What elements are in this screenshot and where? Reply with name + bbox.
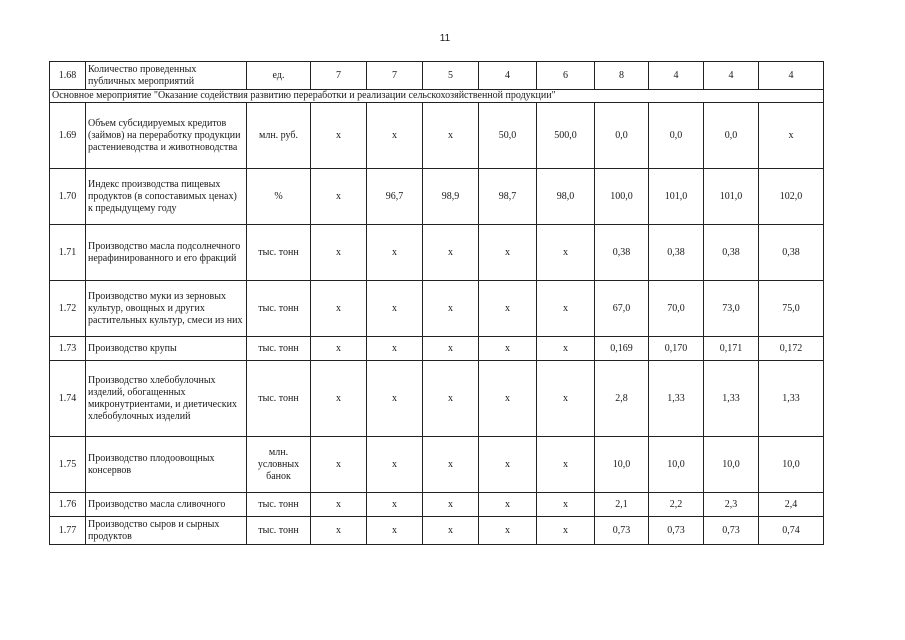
value-cell: 4	[704, 62, 759, 90]
value-cell: 0,73	[649, 517, 704, 545]
value-cell: x	[423, 437, 479, 493]
indicator-name: Производство муки из зерновых культур, овощных и других растительных культур, смеси из них	[86, 281, 247, 337]
row-number: 1.73	[50, 337, 86, 361]
value-cell: 50,0	[479, 103, 537, 169]
table-row	[50, 493, 824, 517]
value-cell: x	[367, 493, 423, 517]
value-cell: x	[537, 437, 595, 493]
value-cell: x	[367, 337, 423, 361]
value-cell: x	[311, 361, 367, 437]
indicator-name: Производство крупы	[86, 337, 247, 361]
value-cell: 10,0	[759, 437, 824, 493]
value-cell: 0,172	[759, 337, 824, 361]
value-cell: x	[311, 337, 367, 361]
value-cell: x	[423, 517, 479, 545]
unit-cell: млн. условных банок	[247, 437, 311, 493]
value-cell: 2,2	[649, 493, 704, 517]
table-row	[50, 437, 824, 493]
unit-cell: тыс. тонн	[247, 337, 311, 361]
unit-cell: ед.	[247, 62, 311, 90]
value-cell: x	[311, 281, 367, 337]
value-cell: 6	[537, 62, 595, 90]
value-cell: x	[423, 361, 479, 437]
table-row	[50, 281, 824, 337]
value-cell: 67,0	[595, 281, 649, 337]
value-cell: x	[479, 493, 537, 517]
value-cell: 4	[479, 62, 537, 90]
indicators-table	[49, 61, 824, 545]
value-cell: 2,4	[759, 493, 824, 517]
value-cell: x	[479, 337, 537, 361]
indicator-name: Объем субсидируемых кредитов (займов) на переработку продукции растениеводства и животноводства	[86, 103, 247, 169]
value-cell: 0,170	[649, 337, 704, 361]
value-cell: x	[311, 169, 367, 225]
value-cell: 73,0	[704, 281, 759, 337]
value-cell: x	[479, 361, 537, 437]
value-cell: 98,0	[537, 169, 595, 225]
value-cell: x	[311, 225, 367, 281]
value-cell: x	[423, 337, 479, 361]
value-cell: 0,38	[595, 225, 649, 281]
value-cell: x	[367, 103, 423, 169]
indicator-name: Индекс производства пищевых продуктов (в сопоставимых ценах) к предыдущему году	[86, 169, 247, 225]
indicator-name: Производство плодоовощных консервов	[86, 437, 247, 493]
value-cell: 0,0	[649, 103, 704, 169]
value-cell: 0,171	[704, 337, 759, 361]
value-cell: 1,33	[649, 361, 704, 437]
table-row	[50, 62, 824, 90]
page-number: 11	[439, 33, 451, 44]
value-cell: 98,7	[479, 169, 537, 225]
row-number: 1.75	[50, 437, 86, 493]
value-cell: x	[367, 225, 423, 281]
value-cell: 10,0	[704, 437, 759, 493]
unit-cell: млн. руб.	[247, 103, 311, 169]
value-cell: x	[367, 517, 423, 545]
value-cell: 96,7	[367, 169, 423, 225]
value-cell: 102,0	[759, 169, 824, 225]
row-number: 1.72	[50, 281, 86, 337]
value-cell: 101,0	[649, 169, 704, 225]
table-row	[50, 169, 824, 225]
value-cell: 0,38	[704, 225, 759, 281]
value-cell: 0,73	[595, 517, 649, 545]
value-cell: x	[423, 281, 479, 337]
value-cell: 500,0	[537, 103, 595, 169]
value-cell: x	[537, 225, 595, 281]
table-row	[50, 517, 824, 545]
row-number: 1.69	[50, 103, 86, 169]
indicator-name: Производство масла подсолнечного нерафинированного и его фракций	[86, 225, 247, 281]
value-cell: x	[537, 337, 595, 361]
indicator-name: Количество проведенных публичных мероприятий	[86, 62, 247, 90]
table-row	[50, 103, 824, 169]
value-cell: x	[479, 225, 537, 281]
value-cell: x	[311, 437, 367, 493]
unit-cell: тыс. тонн	[247, 493, 311, 517]
value-cell: x	[423, 103, 479, 169]
value-cell: 5	[423, 62, 479, 90]
value-cell: x	[367, 437, 423, 493]
indicator-name: Производство масла сливочного	[86, 493, 247, 517]
row-number: 1.77	[50, 517, 86, 545]
value-cell: x	[311, 103, 367, 169]
value-cell: x	[537, 517, 595, 545]
unit-cell: тыс. тонн	[247, 517, 311, 545]
indicator-name: Производство хлебобулочных изделий, обогащенных микронутриентами, и диетических хлебобулочных изделий	[86, 361, 247, 437]
value-cell: 10,0	[595, 437, 649, 493]
value-cell: 4	[759, 62, 824, 90]
value-cell: 0,0	[595, 103, 649, 169]
value-cell: x	[479, 517, 537, 545]
value-cell: 100,0	[595, 169, 649, 225]
value-cell: x	[311, 493, 367, 517]
value-cell: x	[537, 281, 595, 337]
value-cell: 7	[311, 62, 367, 90]
row-number: 1.76	[50, 493, 86, 517]
table-row	[50, 361, 824, 437]
indicator-name: Производство сыров и сырных продуктов	[86, 517, 247, 545]
value-cell: 101,0	[704, 169, 759, 225]
value-cell: 1,33	[759, 361, 824, 437]
value-cell: 0,38	[649, 225, 704, 281]
section-row	[50, 90, 824, 103]
value-cell: 70,0	[649, 281, 704, 337]
value-cell: 1,33	[704, 361, 759, 437]
value-cell: x	[537, 493, 595, 517]
value-cell: x	[423, 225, 479, 281]
unit-cell: тыс. тонн	[247, 281, 311, 337]
value-cell: 10,0	[649, 437, 704, 493]
value-cell: 0,74	[759, 517, 824, 545]
row-number: 1.68	[50, 62, 86, 90]
value-cell: x	[367, 281, 423, 337]
value-cell: 2,1	[595, 493, 649, 517]
section-title: Основное мероприятие "Оказание содействия развитию переработки и реализации сельскохозяйственной продукции"	[50, 90, 824, 103]
value-cell: x	[311, 517, 367, 545]
value-cell: 8	[595, 62, 649, 90]
value-cell: x	[367, 361, 423, 437]
unit-cell: тыс. тонн	[247, 361, 311, 437]
row-number: 1.71	[50, 225, 86, 281]
value-cell: x	[479, 437, 537, 493]
unit-cell: %	[247, 169, 311, 225]
row-number: 1.70	[50, 169, 86, 225]
value-cell: 2,8	[595, 361, 649, 437]
value-cell: 0,0	[704, 103, 759, 169]
value-cell: x	[537, 361, 595, 437]
table-row	[50, 337, 824, 361]
unit-cell: тыс. тонн	[247, 225, 311, 281]
value-cell: 0,73	[704, 517, 759, 545]
value-cell: 75,0	[759, 281, 824, 337]
value-cell: x	[759, 103, 824, 169]
value-cell: 7	[367, 62, 423, 90]
row-number: 1.74	[50, 361, 86, 437]
table-row	[50, 225, 824, 281]
value-cell: 2,3	[704, 493, 759, 517]
value-cell: 0,38	[759, 225, 824, 281]
value-cell: x	[423, 493, 479, 517]
value-cell: 98,9	[423, 169, 479, 225]
value-cell: 0,169	[595, 337, 649, 361]
value-cell: x	[479, 281, 537, 337]
value-cell: 4	[649, 62, 704, 90]
